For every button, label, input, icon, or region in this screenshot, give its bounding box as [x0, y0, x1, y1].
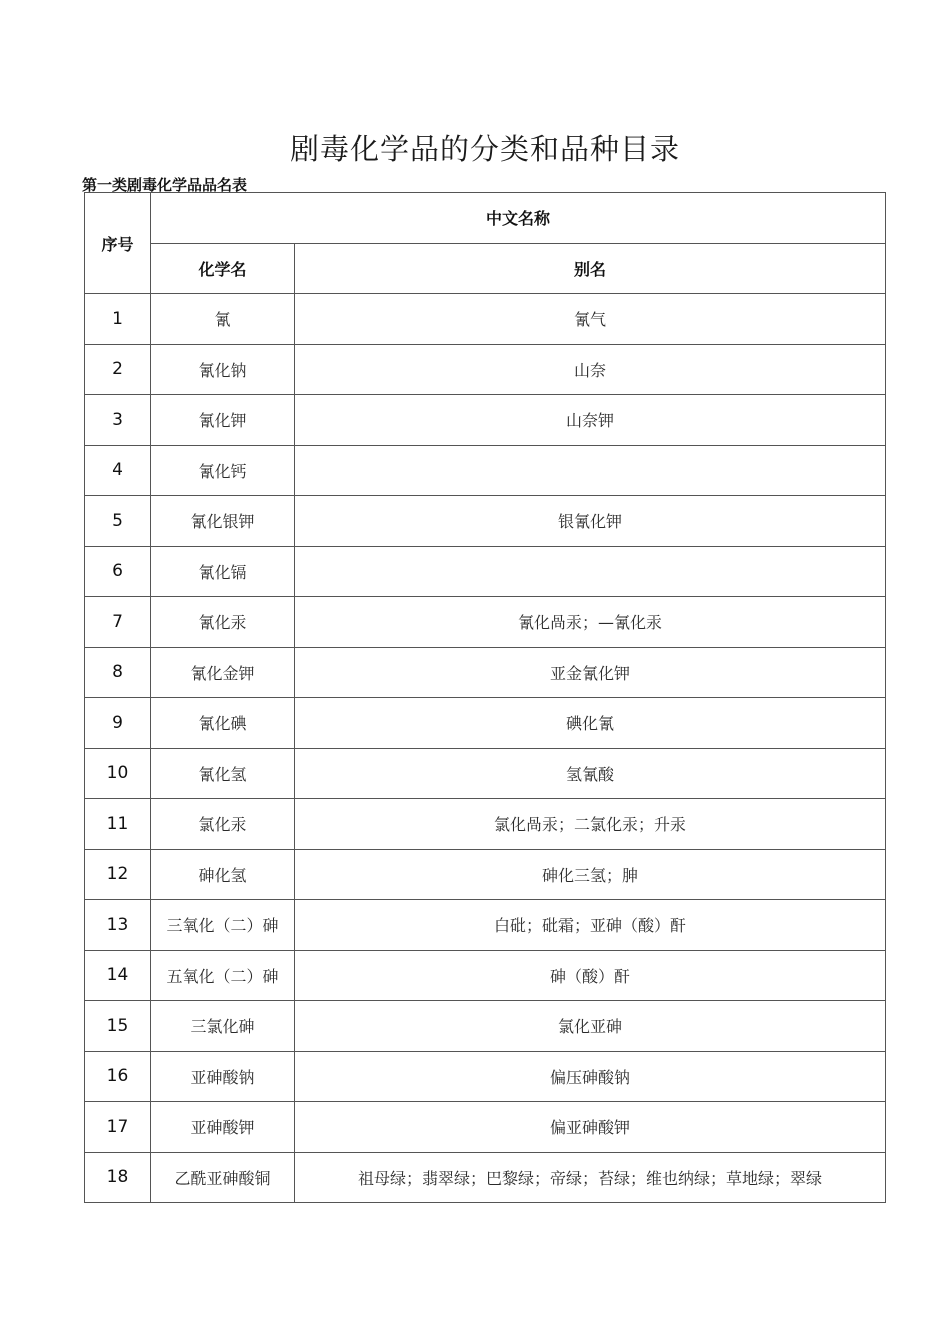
- table-row: [85, 698, 886, 749]
- table-row: [85, 900, 886, 951]
- row-number: 18: [85, 1152, 151, 1203]
- alias-cell: 氰化咼汞；—氰化汞: [295, 597, 886, 648]
- table-row: [85, 950, 886, 1001]
- alias-cell: 氰气: [295, 294, 886, 345]
- table-row: [85, 1152, 886, 1203]
- alias-cell: [295, 546, 886, 597]
- table-row: [85, 1051, 886, 1102]
- table-row: [85, 294, 886, 345]
- row-number: 2: [85, 344, 151, 395]
- row-number: 1: [85, 294, 151, 345]
- alias-cell: 山奈: [295, 344, 886, 395]
- alias-cell: 银氰化钾: [295, 496, 886, 547]
- chemical-name-cell: 氰化汞: [151, 597, 295, 648]
- row-number: 4: [85, 445, 151, 496]
- alias-cell: 祖母绿；翡翠绿；巴黎绿；帝绿；苔绿；维也纳绿；草地绿；翠绿: [295, 1152, 886, 1203]
- chemical-name-cell: 氰化氢: [151, 748, 295, 799]
- table-row: [85, 395, 886, 446]
- row-number: 5: [85, 496, 151, 547]
- chemical-name-cell: 亚砷酸钠: [151, 1051, 295, 1102]
- alias-cell: [295, 445, 886, 496]
- alias-cell: 碘化氰: [295, 698, 886, 749]
- chemical-name-cell: 氰化钙: [151, 445, 295, 496]
- row-number: 6: [85, 546, 151, 597]
- table-caption: 第一类剧毒化学品品名表: [82, 176, 248, 194]
- chemical-name-cell: 氰化碘: [151, 698, 295, 749]
- chemical-name-cell: 氰化镉: [151, 546, 295, 597]
- table-row: [85, 1102, 886, 1153]
- alias-cell: 砷（酸）酐: [295, 950, 886, 1001]
- row-number: 12: [85, 849, 151, 900]
- row-number: 15: [85, 1001, 151, 1052]
- alias-cell: 山奈钾: [295, 395, 886, 446]
- table-row: [85, 344, 886, 395]
- chemical-name-cell: 乙酰亚砷酸铜: [151, 1152, 295, 1203]
- chemical-name-cell: 三氯化砷: [151, 1001, 295, 1052]
- alias-cell: 白砒；砒霜；亚砷（酸）酐: [295, 900, 886, 951]
- chemical-name-cell: 氰化金钾: [151, 647, 295, 698]
- row-number: 8: [85, 647, 151, 698]
- alias-cell: 氢氰酸: [295, 748, 886, 799]
- alias-cell: 偏压砷酸钠: [295, 1051, 886, 1102]
- header-chinese-name: 中文名称: [151, 193, 886, 244]
- row-number: 17: [85, 1102, 151, 1153]
- chemical-list-table: [84, 192, 886, 1203]
- alias-cell: 砷化三氢；胂: [295, 849, 886, 900]
- table-row: [85, 496, 886, 547]
- row-number: 16: [85, 1051, 151, 1102]
- page-title: 剧毒化学品的分类和品种目录: [289, 132, 680, 167]
- chemical-name-cell: 亚砷酸钾: [151, 1102, 295, 1153]
- row-number: 11: [85, 799, 151, 850]
- table-row: [85, 597, 886, 648]
- row-number: 13: [85, 900, 151, 951]
- alias-cell: 偏亚砷酸钾: [295, 1102, 886, 1153]
- chemical-name-cell: 氰化钠: [151, 344, 295, 395]
- row-number: 14: [85, 950, 151, 1001]
- row-number: 10: [85, 748, 151, 799]
- chemical-name-cell: 氰化钾: [151, 395, 295, 446]
- chemical-name-cell: 氯化汞: [151, 799, 295, 850]
- table-row: [85, 546, 886, 597]
- header-chemical-name: 化学名: [151, 243, 295, 294]
- table-row: [85, 799, 886, 850]
- alias-cell: 亚金氰化钾: [295, 647, 886, 698]
- table-header: [85, 193, 886, 294]
- alias-cell: 氯化亚砷: [295, 1001, 886, 1052]
- chemical-name-cell: 氰化银钾: [151, 496, 295, 547]
- table-body: [85, 294, 886, 1203]
- row-number: 9: [85, 698, 151, 749]
- header-index: 序号: [85, 193, 151, 294]
- alias-cell: 氯化咼汞；二氯化汞；升汞: [295, 799, 886, 850]
- row-number: 3: [85, 395, 151, 446]
- table-row: [85, 849, 886, 900]
- table-row: [85, 647, 886, 698]
- chemical-name-cell: 五氧化（二）砷: [151, 950, 295, 1001]
- table-row: [85, 445, 886, 496]
- row-number: 7: [85, 597, 151, 648]
- header-alias: 别名: [295, 243, 886, 294]
- chemical-name-cell: 砷化氢: [151, 849, 295, 900]
- table-row: [85, 1001, 886, 1052]
- table-row: [85, 748, 886, 799]
- chemical-name-cell: 氰: [151, 294, 295, 345]
- chemical-name-cell: 三氧化（二）砷: [151, 900, 295, 951]
